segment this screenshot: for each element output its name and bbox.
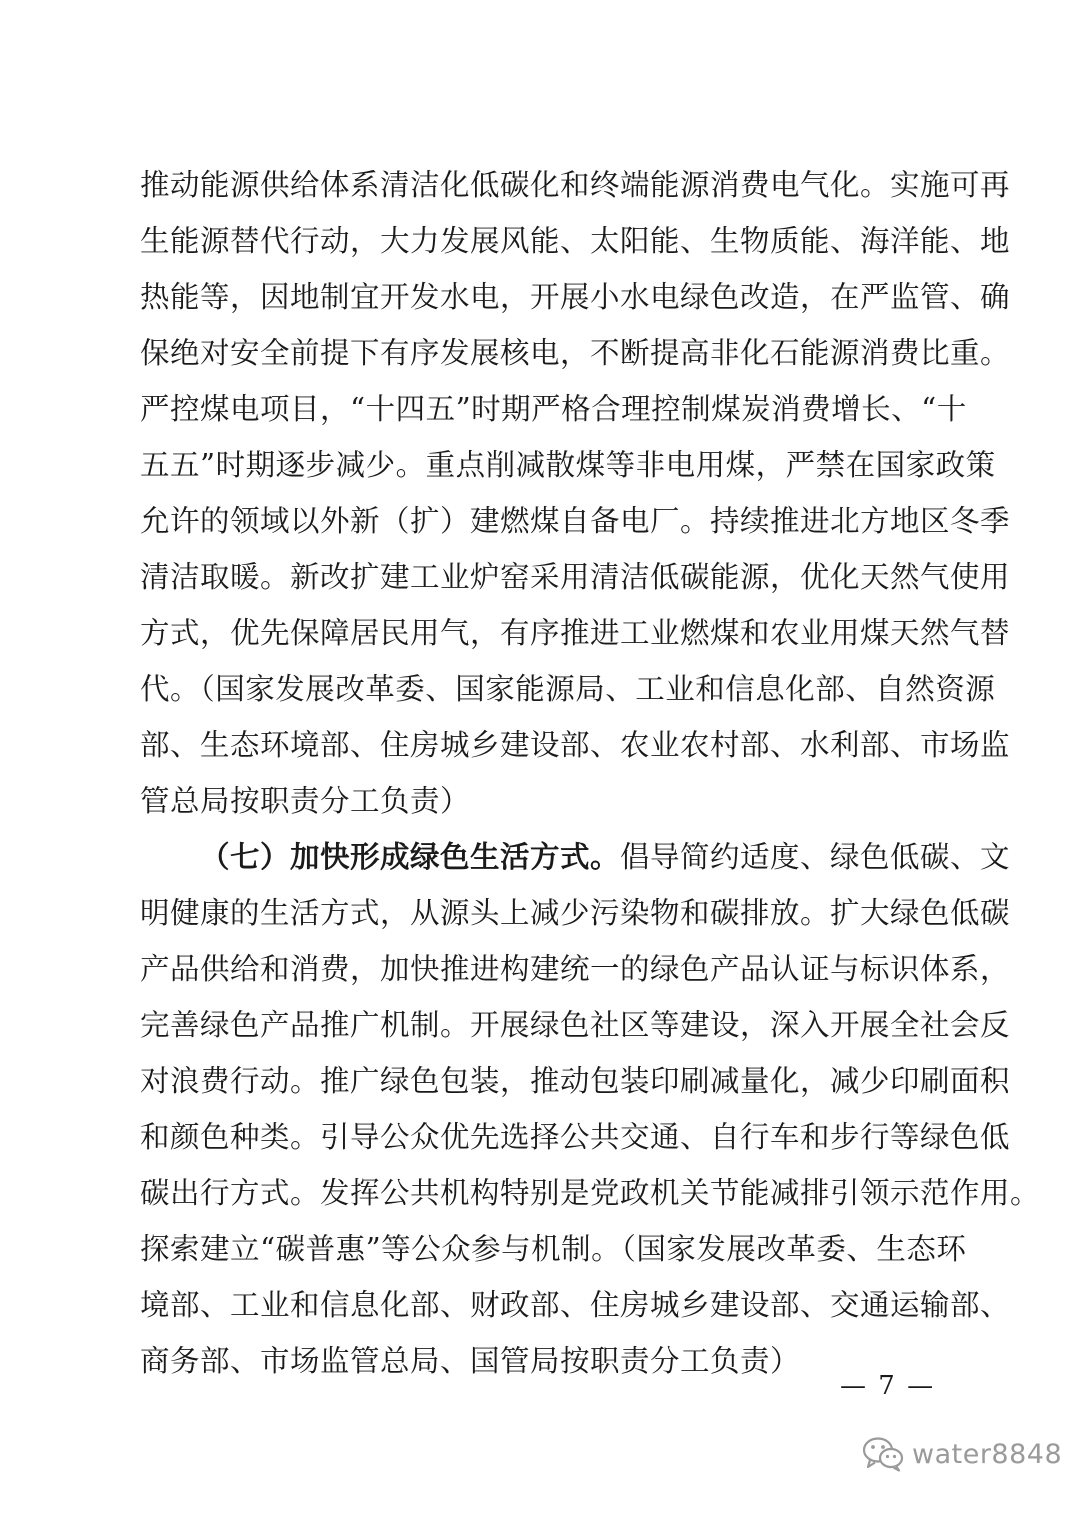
paragraph-line: 碳出行方式。发挥公共机构特别是党政机关节能减排引领示范作用。	[140, 1176, 1041, 1210]
section-first-line-text: 倡导简约适度、绿色低碳、文	[620, 840, 1011, 874]
paragraph-line: 推动能源供给体系清洁化低碳化和终端能源消费电气化。实施可再	[140, 168, 1011, 202]
paragraph-line: 探索建立“碳普惠”等公众参与机制。（国家发展改革委、生态环	[140, 1232, 967, 1266]
paragraph-line: 产品供给和消费，加快推进构建统一的绿色产品认证与标识体系，	[140, 952, 1011, 986]
watermark	[862, 1434, 1062, 1474]
paragraph-line: 生能源替代行动，大力发展风能、太阳能、生物质能、海洋能、地	[140, 224, 1011, 258]
section-first-line	[200, 830, 1011, 884]
page-number: — 7 —	[840, 1371, 936, 1401]
paragraph-line: 明健康的生活方式，从源头上减少污染物和碳排放。扩大绿色低碳	[140, 896, 1011, 930]
paragraph-line: 方式，优先保障居民用气，有序推进工业燃煤和农业用煤天然气替	[140, 616, 1011, 650]
paragraph-line: 商务部、市场监管总局、国管局按职责分工负责）	[140, 1344, 801, 1378]
watermark-text: water8848	[912, 1438, 1063, 1470]
paragraph-line: 清洁取暖。新改扩建工业炉窑采用清洁低碳能源，优化天然气使用	[140, 560, 1011, 594]
paragraph-line: 对浪费行动。推广绿色包装，推动包装印刷减量化，减少印刷面积	[140, 1064, 1011, 1098]
paragraph-line: 代。（国家发展改革委、国家能源局、工业和信息化部、自然资源	[140, 672, 996, 706]
paragraph-line: 管总局按职责分工负责）	[140, 784, 471, 818]
paragraph-line: 热能等，因地制宜开发水电，开展小水电绿色改造，在严监管、确	[140, 280, 1011, 314]
paragraph-line: 完善绿色产品推广机制。开展绿色社区等建设，深入开展全社会反	[140, 1008, 1011, 1042]
paragraph-line: 境部、工业和信息化部、财政部、住房城乡建设部、交通运输部、	[140, 1288, 1011, 1322]
paragraph-line: 部、生态环境部、住房城乡建设部、农业农村部、水利部、市场监	[140, 728, 1011, 762]
paragraph-line: 五五”时期逐步减少。重点削减散煤等非电用煤，严禁在国家政策	[140, 448, 996, 482]
paragraph-line: 保绝对安全前提下有序发展核电，不断提高非化石能源消费比重。	[140, 336, 1011, 370]
paragraph-line: 严控煤电项目，“十四五”时期严格合理控制煤炭消费增长、“十	[140, 392, 967, 426]
paragraph-line: 和颜色种类。引导公众优先选择公共交通、自行车和步行等绿色低	[140, 1120, 1011, 1154]
paragraph-line: 允许的领域以外新（扩）建燃煤自备电厂。持续推进北方地区冬季	[140, 504, 1011, 538]
wechat-icon	[862, 1436, 904, 1472]
section-heading: （七）加快形成绿色生活方式。	[200, 839, 621, 874]
